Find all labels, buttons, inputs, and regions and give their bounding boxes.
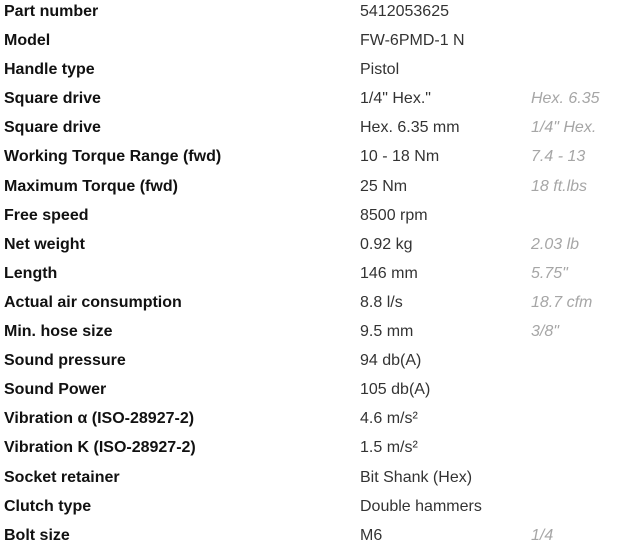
spec-row (0, 288, 622, 317)
spec-label: Sound Power (4, 381, 107, 399)
spec-label: Model (4, 32, 51, 50)
spec-row (0, 0, 622, 26)
spec-label: Actual air consumption (4, 293, 182, 311)
spec-value: 8.8 l/s (360, 293, 403, 311)
spec-value: 25 Nm (360, 177, 408, 195)
spec-alt-value: 7.4 - 13 (531, 148, 586, 166)
spec-value: FW-6PMD-1 N (360, 32, 465, 50)
spec-label: Min. hose size (4, 323, 113, 341)
spec-row (0, 259, 622, 288)
spec-label: Maximum Torque (fwd) (4, 177, 178, 195)
spec-value: 8500 rpm (360, 206, 428, 224)
spec-label: Length (4, 264, 58, 282)
spec-label: Square drive (4, 119, 101, 137)
spec-label: Bolt size (4, 526, 70, 544)
spec-row (0, 463, 622, 492)
spec-label: Vibration α (ISO-28927-2) (4, 410, 195, 428)
spec-label: Clutch type (4, 497, 92, 515)
spec-row (0, 230, 622, 259)
spec-row (0, 433, 622, 462)
spec-row (0, 142, 622, 171)
spec-alt-value: 18.7 cfm (531, 293, 593, 311)
spec-value: Hex. 6.35 mm (360, 119, 460, 137)
spec-label: Socket retainer (4, 468, 120, 486)
spec-label: Net weight (4, 235, 85, 253)
spec-value: 9.5 mm (360, 323, 414, 341)
spec-label: Sound pressure (4, 352, 126, 370)
spec-value: 5412053625 (360, 3, 449, 20)
spec-row (0, 404, 622, 433)
spec-value: 1/4" Hex." (360, 90, 431, 108)
spec-label: Part number (4, 3, 99, 20)
spec-value: 4.6 m/s² (360, 410, 418, 428)
spec-value: 94 db(A) (360, 352, 422, 370)
spec-label: Handle type (4, 61, 95, 79)
spec-row (0, 375, 622, 404)
spec-row (0, 317, 622, 346)
spec-row (0, 521, 622, 550)
spec-value: Pistol (360, 61, 400, 79)
spec-value: 146 mm (360, 264, 418, 282)
spec-alt-value: 5.75" (531, 264, 568, 282)
spec-row (0, 84, 622, 113)
spec-alt-value: 3/8" (531, 323, 559, 341)
spec-row (0, 492, 622, 521)
spec-label: Working Torque Range (fwd) (4, 148, 222, 166)
spec-value: Double hammers (360, 497, 482, 515)
spec-value: 105 db(A) (360, 381, 431, 399)
spec-alt-value: Hex. 6.35 (531, 90, 600, 108)
spec-label: Vibration K (ISO-28927-2) (4, 439, 196, 457)
spec-value: 0.92 kg (360, 235, 413, 253)
spec-label: Free speed (4, 206, 89, 224)
spec-value: 1.5 m/s² (360, 439, 418, 457)
spec-row (0, 26, 622, 55)
spec-row (0, 201, 622, 230)
spec-alt-value: 1/4" Hex. (531, 119, 597, 137)
spec-alt-value: 2.03 lb (531, 235, 580, 253)
spec-row (0, 113, 622, 142)
spec-row (0, 172, 622, 201)
spec-value: M6 (360, 526, 383, 544)
spec-label: Square drive (4, 90, 101, 108)
spec-row (0, 55, 622, 84)
spec-row (0, 346, 622, 375)
spec-alt-value: 1/4 (531, 526, 554, 544)
spec-alt-value: 18 ft.lbs (531, 177, 588, 195)
spec-value: 10 - 18 Nm (360, 148, 440, 166)
spec-value: Bit Shank (Hex) (360, 468, 473, 486)
